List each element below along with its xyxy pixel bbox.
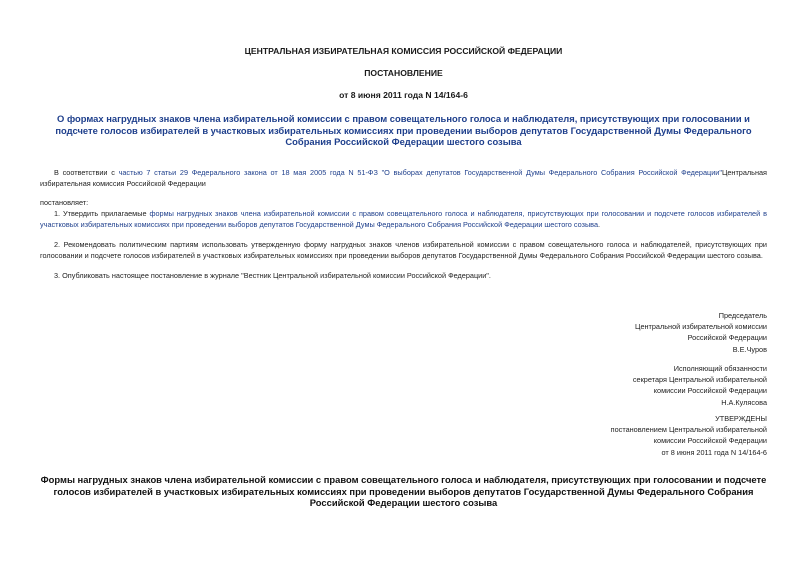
preamble-paragraph (40, 167, 767, 189)
chairman-name: В.Е.Чуров (732, 344, 767, 354)
secretary-line-3: комиссии Российской Федерации (653, 386, 767, 396)
approved-line-4: от 8 июня 2011 года N 14/164-6 (661, 447, 767, 457)
chairman-line-1: Председатель (718, 311, 767, 320)
preamble-prefix: В соответствии с (54, 168, 119, 177)
document-type: ПОСТАНОВЛЕНИЕ (364, 68, 443, 78)
approved-line-3: комиссии Российской Федерации (653, 436, 767, 446)
federal-law-link[interactable]: частью 7 статьи 29 Федерального закона от 18 мая 2005 года N 51-ФЗ "О выборах депутатов Государственной Думы Федерального Собрания Российской Федерации" (118, 168, 722, 177)
document-title: О формах нагрудных знаков члена избирательной комиссии с правом совещательного голоса и наблюдателя, присутствующих при голосовании и подсчете голосов избирателей в участковых избирательных комиссиях при проведении выборов депутатов Государственной Думы Федерального Собрания Российской Федерации шестого созыва (55, 113, 752, 148)
item-3-paragraph (40, 270, 767, 281)
preamble-suffix: Центральная избирательная комиссия Российской Федерации (40, 168, 768, 189)
item-2-text: 2. Рекомендовать политическим партиям использовать утвержденную форму нагрудных знаков членов избирательной комиссии с правом совещательного голоса и наблюдателей, присутствующих при голосовании и подсчете голосов избирателей в участковых избирательных комиссиях при проведении выборов депутатов Государственной Думы Федерального Собрания Российской Федерации шестого созыва. (40, 240, 767, 261)
item-1-prefix: 1. Утвердить прилагаемые (54, 209, 150, 218)
secretary-line-2: секретаря Центральной избирательной (632, 375, 767, 385)
item-1-paragraph (40, 208, 767, 230)
secretary-name: Н.А.Кулясова (721, 397, 767, 407)
document-date-number: от 8 июня 2011 года N 14/164-6 (339, 90, 468, 100)
item-2-paragraph (40, 239, 767, 261)
forms-link[interactable]: формы нагрудных знаков члена избирательной комиссии с правом совещательного голоса и наблюдателя, присутствующих при голосовании и подсчете голосов избирателей в участковых избирательных комиссиях при проведении выборов депутатов Государственной Думы Федерального Собрания Российской Федерации шестого созыва (40, 209, 767, 230)
issuer-heading: ЦЕНТРАЛЬНАЯ ИЗБИРАТЕЛЬНАЯ КОМИССИЯ РОССИЙСКОЙ ФЕДЕРАЦИИ (244, 46, 563, 56)
chairman-line-3: Российской Федерации (687, 333, 767, 343)
secretary-line-1: Исполняющий обязанности (673, 364, 767, 373)
approved-line-1: УТВЕРЖДЕНЫ (715, 414, 767, 423)
resolves-label: постановляет: (40, 198, 89, 207)
secretary-signature (507, 363, 767, 408)
approved-line-2: постановлением Центральной избирательной (610, 425, 767, 435)
forms-title: Формы нагрудных знаков члена избирательной комиссии с правом совещательного голоса и наблюдателя, присутствующих при голосовании и подсчете голосов избирателей в участковых избирательных комиссиях при проведении выборов депутатов Государственной Думы Федерального Собрания Российской Федерации шестого созыва (40, 474, 767, 509)
chairman-signature (507, 310, 767, 355)
item-3-text: 3. Опубликовать настоящее постановление в журнале "Вестник Центральной избирательной комиссии Российской Федерации". (54, 271, 491, 280)
chairman-line-2: Центральной избирательной комиссии (635, 322, 767, 332)
item-1-suffix: . (598, 220, 601, 230)
approval-block (507, 413, 767, 458)
